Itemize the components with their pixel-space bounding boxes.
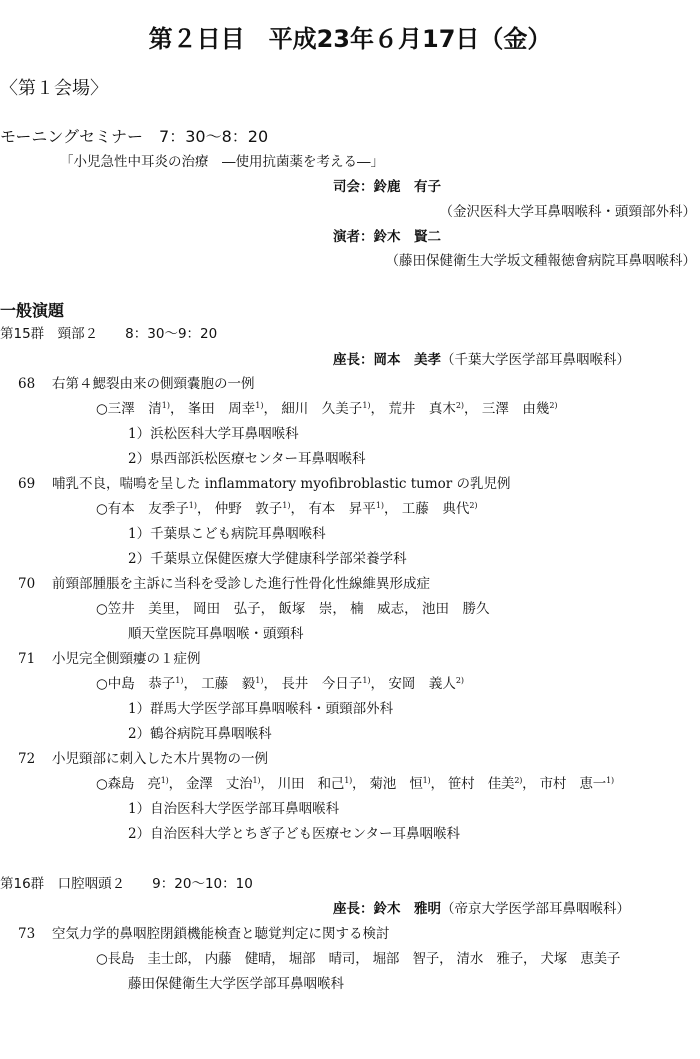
chair-role-label: 座長：	[333, 352, 374, 368]
author-affiliation-mark: 2)	[514, 776, 523, 785]
talk-affiliation: 藤田保健衛生大学医学部耳鼻咽喉科	[128, 976, 344, 992]
author-separator: ，	[197, 501, 211, 517]
author-name: 峯田 周幸	[187, 401, 256, 417]
talk-number: 68	[18, 376, 36, 392]
author-name: ○森島 亮	[96, 776, 161, 792]
seminar-chair	[333, 177, 441, 197]
group-chair	[333, 899, 630, 919]
author-name: ○笠井 美里	[96, 601, 176, 617]
author-affiliation-mark: 1)	[375, 501, 385, 510]
talk-title-line	[18, 649, 201, 669]
group-heading: 第16群 口腔咽頭２ 9：20〜10：10	[0, 876, 253, 892]
author-name: 楠 威志	[350, 601, 405, 617]
author-separator: ，	[439, 951, 453, 967]
author-name: 岡田 弘子	[193, 601, 261, 617]
author-name: ○長島 圭士郎	[96, 951, 188, 967]
author-separator: ，	[183, 676, 197, 692]
author-name: 有本 昇平	[308, 501, 376, 517]
author-name: 清水 雅子	[456, 951, 524, 967]
author-separator: ，	[332, 601, 346, 617]
author-separator: ，	[370, 676, 385, 692]
author-name: 堀部 晴司	[288, 951, 356, 967]
author-name: 細川 久美子	[281, 401, 363, 417]
author-name: 仲野 敦子	[214, 501, 283, 517]
author-separator: ，	[370, 401, 385, 417]
talk-title: 哺乳不良，喘鳴を呈した inflammatory myofibroblastic tumor の乳児例	[52, 476, 511, 492]
author-separator: ，	[260, 601, 275, 617]
talk-title: 空気力学的鼻咽腔閉鎖機能検査と聴覚判定に関する検討	[52, 926, 390, 942]
talk-title: 前頸部腫脹を主訴に当科を受診した進行性骨化性線維異形成症	[52, 576, 430, 592]
chair-role-label: 司会：	[333, 179, 374, 195]
author-separator: ，	[187, 951, 201, 967]
author-name: 川田 和己	[277, 776, 345, 792]
talk-title-line	[18, 924, 390, 944]
author-affiliation-mark: 1)	[161, 401, 170, 410]
author-separator: ，	[168, 776, 182, 792]
talk-affiliation: 順天堂医院耳鼻咽喉・頭頸科	[128, 626, 304, 642]
talk-number: 73	[18, 926, 36, 942]
seminar-speaker-affiliation: （藤田保健衛生大学坂文種報徳會病院耳鼻咽喉科）	[385, 253, 696, 269]
author-affiliation-mark: 1)	[252, 776, 261, 785]
author-name: ○三澤 清	[96, 401, 162, 417]
author-separator: ，	[175, 601, 189, 617]
author-name: 安岡 義人	[388, 676, 456, 692]
author-affiliation-mark: 1)	[175, 676, 184, 685]
author-name: 犬塚 恵美子	[540, 951, 621, 967]
talk-title-line	[18, 574, 430, 594]
author-separator: ，	[522, 776, 536, 792]
talk-number: 70	[18, 576, 36, 592]
author-separator: ，	[260, 776, 274, 792]
talk-authors	[96, 399, 558, 419]
author-separator: ，	[290, 501, 305, 517]
author-name: 笹村 佳美	[447, 776, 515, 792]
chair-name: 鈴鹿 有子	[373, 179, 441, 195]
author-separator: ，	[355, 951, 369, 967]
author-separator: ，	[352, 776, 366, 792]
author-separator: ，	[170, 401, 184, 417]
chair-affiliation: （帝京大学医学部耳鼻咽喉科）	[441, 901, 630, 917]
talk-authors	[96, 774, 614, 794]
speaker-role-label: 演者：	[333, 229, 374, 245]
talk-affiliation: 1）自治医科大学医学部耳鼻咽喉科	[128, 801, 340, 817]
seminar-speaker	[333, 227, 441, 247]
author-affiliation-mark: 1)	[282, 501, 291, 510]
author-name: ○中島 恭子	[96, 676, 176, 692]
author-name: 長井 今日子	[281, 676, 363, 692]
author-name: 工藤 毅	[201, 676, 256, 692]
chair-role-label: 座長：	[333, 901, 374, 917]
author-name: 三澤 由幾	[481, 401, 550, 417]
general-section-heading: 一般演題	[0, 301, 65, 320]
author-name: 金澤 丈治	[186, 776, 253, 792]
talk-title: 小児完全側頸瘻の１症例	[52, 651, 201, 667]
author-affiliation-mark: 1)	[188, 501, 197, 510]
talk-affiliation: 1）群馬大学医学部耳鼻咽喉科・頭頸部外科	[128, 701, 394, 717]
author-name: 内藤 健晴	[204, 951, 272, 967]
chair-affiliation: （千葉大学医学部耳鼻咽喉科）	[441, 352, 630, 368]
talk-title-line	[18, 374, 255, 394]
talk-authors	[96, 499, 478, 519]
author-affiliation-mark: 2)	[455, 676, 465, 685]
author-name: 飯塚 崇	[278, 601, 333, 617]
talk-title: 右第４鰓裂由来の側頸嚢胞の一例	[52, 376, 255, 392]
author-name: 堀部 智子	[372, 951, 440, 967]
author-affiliation-mark: 2)	[455, 401, 465, 410]
chair-name: 鈴木 雅明	[373, 901, 441, 917]
author-affiliation-mark: 1)	[362, 676, 371, 685]
talk-affiliation: 1）千葉県こども病院耳鼻咽喉科	[128, 526, 326, 542]
talk-number: 72	[18, 751, 36, 767]
author-name: 市村 恵一	[539, 776, 607, 792]
author-separator: ，	[404, 601, 418, 617]
author-affiliation-mark: 1)	[422, 776, 431, 785]
author-affiliation-mark: 1)	[160, 776, 169, 785]
author-name: 荒井 真木	[388, 401, 456, 417]
author-affiliation-mark: 1)	[255, 401, 264, 410]
talk-title-line	[18, 749, 268, 769]
talk-affiliation: 1）浜松医科大学耳鼻咽喉科	[128, 426, 299, 442]
chair-name: 岡本 美孝	[373, 352, 441, 368]
author-affiliation-mark: 1)	[344, 776, 353, 785]
seminar-chair-affiliation: （金沢医科大学耳鼻咽喉科・頭頸部外科）	[439, 204, 696, 220]
talk-title: 小児頸部に刺入した木片異物の一例	[52, 751, 268, 767]
author-separator: ，	[430, 776, 444, 792]
author-separator: ，	[523, 951, 537, 967]
author-name: 工藤 典代	[401, 501, 470, 517]
author-affiliation-mark: 1)	[606, 776, 614, 785]
talk-authors	[96, 674, 464, 694]
author-separator: ，	[263, 676, 278, 692]
author-separator: ，	[271, 951, 285, 967]
seminar-heading: モーニングセミナー 7：30〜8：20	[0, 127, 269, 146]
page-title: 第２日目 平成23年６月17日（金）	[148, 25, 552, 53]
talk-authors	[96, 949, 620, 969]
author-separator: ，	[464, 401, 478, 417]
talk-affiliation: 2）鶴谷病院耳鼻咽喉科	[128, 726, 272, 742]
group-heading: 第15群 頸部２ 8：30〜9：20	[0, 326, 218, 342]
author-name: 菊池 恒	[369, 776, 423, 792]
speaker-name: 鈴木 賢二	[373, 229, 441, 245]
author-name: 池田 勝久	[421, 601, 490, 617]
group-chair	[333, 350, 630, 370]
author-separator: ，	[384, 501, 398, 517]
talk-title-line	[18, 474, 511, 494]
author-affiliation-mark: 2)	[549, 401, 558, 410]
talk-affiliation: 2）県西部浜松医療センター耳鼻咽喉科	[128, 451, 366, 467]
author-name: ○有本 友季子	[96, 501, 189, 517]
talk-authors	[96, 599, 489, 619]
author-affiliation-mark: 2)	[469, 501, 478, 510]
venue-heading: 〈第１会場〉	[0, 78, 108, 99]
talk-number: 71	[18, 651, 36, 667]
talk-number: 69	[18, 476, 36, 492]
talk-affiliation: 2）千葉県立保健医療大学健康科学部栄養学科	[128, 551, 407, 567]
talk-affiliation: 2）自治医科大学とちぎ子ども医療センター耳鼻咽喉科	[128, 826, 461, 842]
author-separator: ，	[263, 401, 278, 417]
author-affiliation-mark: 1)	[255, 676, 264, 685]
seminar-title: 「小児急性中耳炎の治療 ―使用抗菌薬を考える―」	[60, 154, 384, 170]
author-affiliation-mark: 1)	[362, 401, 371, 410]
